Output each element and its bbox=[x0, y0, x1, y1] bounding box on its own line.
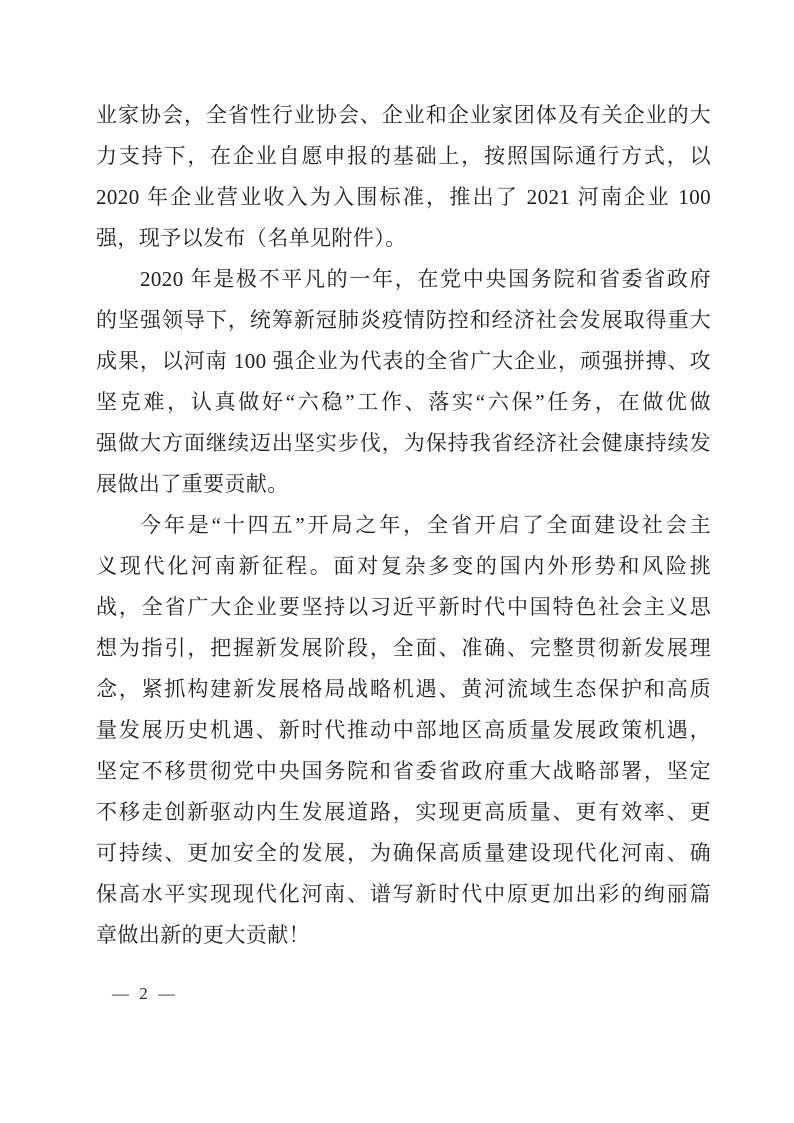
text-line: 今年是“十四五”开局之年，全省开启了全面建设社会主 bbox=[140, 513, 711, 537]
text-line: 保高水平实现现代化河南、谱写新时代中原更加出彩的绚丽篇 bbox=[96, 882, 711, 906]
text-line: 展做出了重要贡献。 bbox=[96, 472, 289, 496]
text-line: 不移走创新驱动内生发展道路，实现更高质量、更有效率、更 bbox=[96, 800, 711, 824]
text-line: 强做大方面继续迈出坚实步伐，为保持我省经济社会健康持续发 bbox=[96, 431, 711, 455]
text-line: 的坚强领导下，统筹新冠肺炎疫情防控和经济社会发展取得重大 bbox=[96, 308, 711, 332]
paragraph-3 bbox=[96, 505, 711, 956]
text-line: 业家协会，全省性行业协会、企业和企业家团体及有关企业的大 bbox=[96, 103, 711, 127]
text-line: 章做出新的更大贡献！ bbox=[96, 923, 310, 947]
text-line: 坚定不移贯彻党中央国务院和省委省政府重大战略部署，坚定 bbox=[96, 759, 711, 783]
text-line: 2020 年企业营业收入为入围标准，推出了 2021 河南企业 100 bbox=[96, 185, 711, 209]
text-line: 量发展历史机遇、新时代推动中部地区高质量发展政策机遇， bbox=[96, 718, 711, 742]
text-line: 可持续、更加安全的发展，为确保高质量建设现代化河南、确 bbox=[96, 841, 711, 865]
paragraph-1 bbox=[96, 95, 711, 259]
text-line: 坚克难，认真做好“六稳”工作、落实“六保”任务，在做优做 bbox=[96, 390, 711, 414]
document-body bbox=[96, 95, 711, 956]
text-line: 力支持下，在企业自愿申报的基础上，按照国际通行方式，以 bbox=[96, 144, 711, 168]
paragraph-2 bbox=[96, 259, 711, 505]
text-line: 义现代化河南新征程。面对复杂多变的国内外形势和风险挑 bbox=[96, 554, 711, 578]
text-line: 战，全省广大企业要坚持以习近平新时代中国特色社会主义思 bbox=[96, 595, 711, 619]
text-line: 强，现予以发布（名单见附件）。 bbox=[96, 226, 407, 250]
page-number: — 2 — bbox=[112, 984, 178, 1003]
text-line: 成果，以河南 100 强企业为代表的全省广大企业，顽强拼搏、攻 bbox=[96, 349, 711, 373]
text-line: 念，紧抓构建新发展格局战略机遇、黄河流域生态保护和高质 bbox=[96, 677, 711, 701]
text-line: 2020 年是极不平凡的一年，在党中央国务院和省委省政府 bbox=[140, 267, 711, 291]
text-line: 想为指引，把握新发展阶段，全面、准确、完整贯彻新发展理 bbox=[96, 636, 711, 660]
